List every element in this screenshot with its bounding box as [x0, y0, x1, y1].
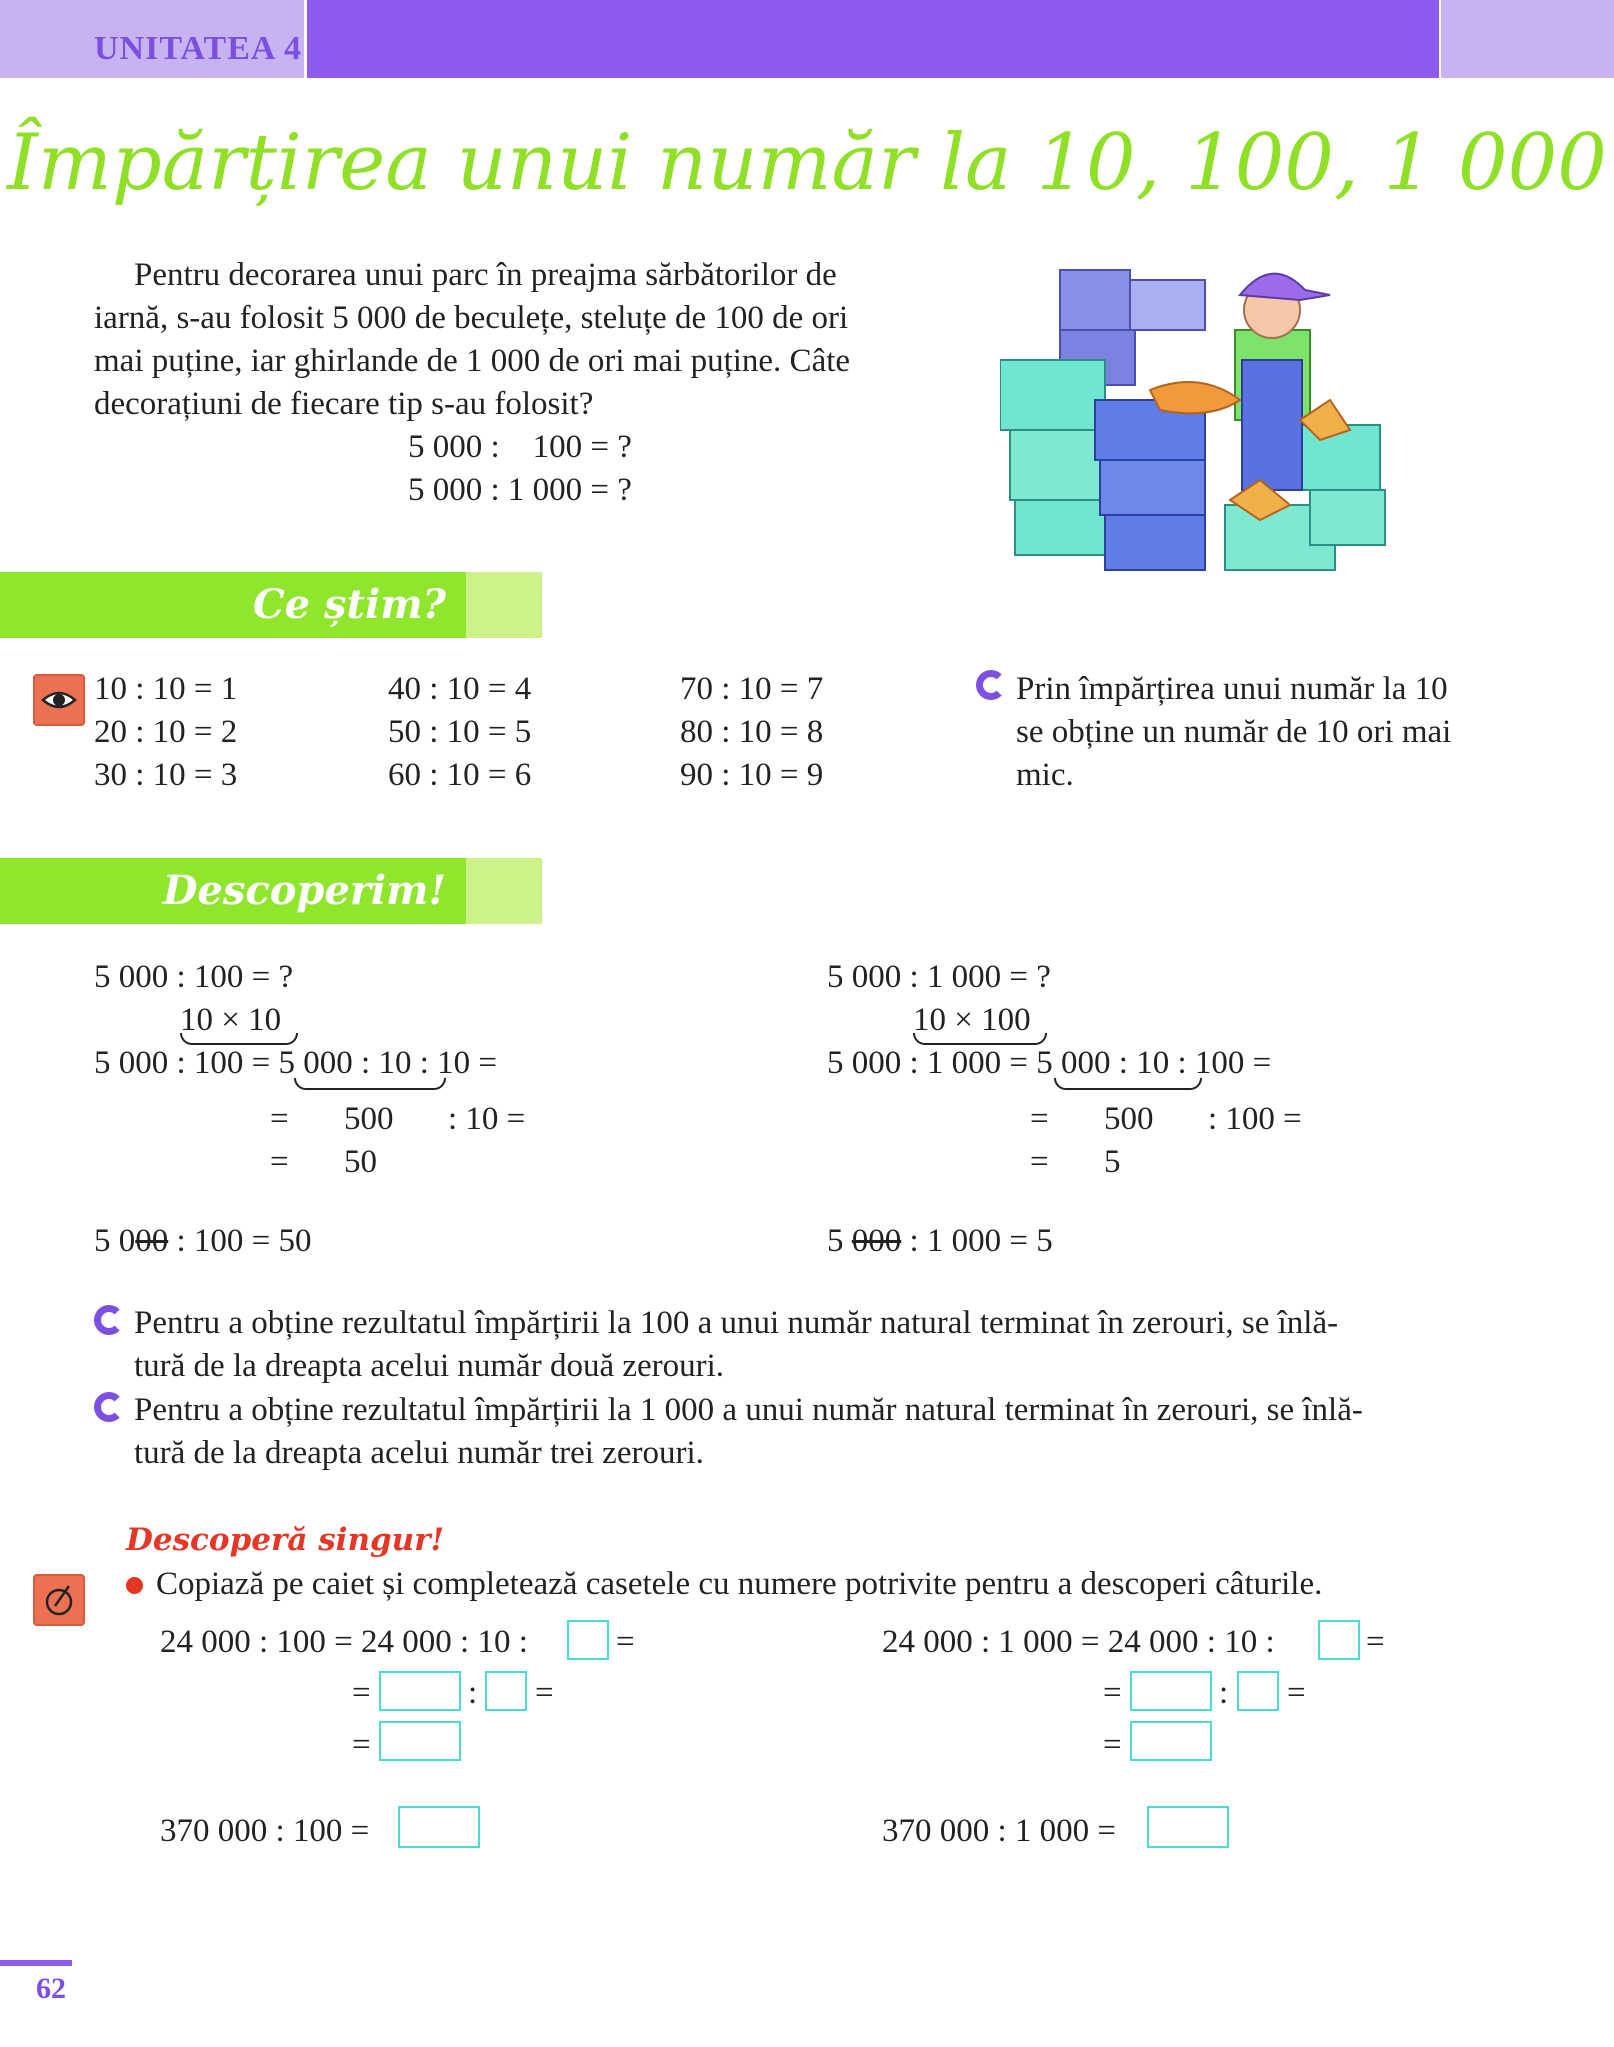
ex-left-box-3[interactable]	[485, 1671, 527, 1711]
left-eq-2: =	[270, 1144, 289, 1180]
eye-icon	[33, 674, 85, 726]
ex-right-eq-3: =	[1287, 1675, 1306, 1711]
ex-left-colon: :	[468, 1675, 478, 1711]
fact-col3-row2: 80 : 10 = 8	[680, 714, 824, 750]
right-result-500: 500	[1104, 1101, 1154, 1137]
left-factor: 10 × 10	[180, 1002, 282, 1038]
header-main-band	[307, 0, 1439, 78]
ex-left-line1: 24 000 : 100 = 24 000 : 10 :	[160, 1624, 528, 1660]
ex-left-line4: 370 000 : 100 =	[160, 1813, 370, 1849]
right-eq-1: =	[1030, 1101, 1049, 1137]
intro-line-3: mai puține, iar ghirlande de 1 000 de ori mai puține. Câte	[94, 343, 851, 379]
rule-1000-line-1: Pentru a obține rezultatul împărțirii la 1 000 a unui număr natural terminat în zerouri, se înlă-	[134, 1392, 1363, 1428]
ex-right-box-3[interactable]	[1237, 1671, 1279, 1711]
ex-left-box-4[interactable]	[379, 1721, 461, 1761]
intro-equation-2: 5 000 : 1 000 = ?	[408, 472, 632, 508]
fact-col2-row3: 60 : 10 = 6	[388, 757, 532, 793]
pencil-icon	[33, 1574, 85, 1626]
fact-col3-row1: 70 : 10 = 7	[680, 671, 824, 707]
page-title: Împărțirea unui număr la 10, 100, 1 000	[7, 118, 1607, 208]
rule-1000-icon	[94, 1392, 124, 1422]
right-eq-2: =	[1030, 1144, 1049, 1180]
ex-left-eq-1: =	[616, 1624, 635, 1660]
rule-100-line-2: tură de la dreapta acelui număr două zerouri.	[134, 1348, 725, 1384]
left-eq-1: =	[270, 1101, 289, 1137]
boy-with-boxes-illustration	[1000, 250, 1400, 580]
right-step-line: 5 000 : 1 000 = 5 000 : 10 : 100 =	[827, 1045, 1272, 1081]
right-question: 5 000 : 1 000 = ?	[827, 959, 1051, 995]
ex-right-eq-4: =	[1103, 1727, 1122, 1763]
descoperim-banner-end	[466, 858, 542, 924]
page-number: 62	[36, 1972, 66, 2005]
right-step-brace	[1054, 1078, 1202, 1090]
left-result-tail: : 10 =	[448, 1101, 526, 1137]
ex-right-box-1[interactable]	[1318, 1620, 1360, 1660]
right-result-tail: : 100 =	[1208, 1101, 1302, 1137]
ex-left-box-1[interactable]	[567, 1620, 609, 1660]
left-result-50: 50	[344, 1144, 377, 1180]
exercise-instruction: Copiază pe caiet și completează casetele cu numere potrivite pentru a descoperi câturile.	[156, 1566, 1323, 1602]
ce-stim-banner-end	[466, 572, 542, 638]
fact-col1-row1: 10 : 10 = 1	[94, 671, 238, 707]
ex-right-line1: 24 000 : 1 000 = 24 000 : 10 :	[882, 1624, 1275, 1660]
intro-line-4: decorațiuni de fiecare tip s-au folosit?	[94, 386, 594, 422]
fact-col1-row2: 20 : 10 = 2	[94, 714, 238, 750]
ex-right-eq-1: =	[1366, 1624, 1385, 1660]
left-crossed-zeros: 00	[135, 1223, 169, 1259]
ex-left-box-5[interactable]	[398, 1806, 480, 1848]
rule-10-line-2: se obține un număr de 10 ori mai	[1016, 714, 1452, 750]
ce-stim-heading: Ce știm?	[252, 581, 446, 628]
instruction-bullet	[126, 1577, 143, 1594]
intro-line-2: iarnă, s-au folosit 5 000 de beculețe, steluțe de 100 de ori	[94, 300, 849, 336]
rule-100-icon	[94, 1305, 124, 1335]
ex-left-eq-2: =	[352, 1675, 371, 1711]
rule-icon	[976, 670, 1006, 700]
ex-left-box-2[interactable]	[379, 1671, 461, 1711]
fact-col2-row2: 50 : 10 = 5	[388, 714, 532, 750]
fact-col1-row3: 30 : 10 = 3	[94, 757, 238, 793]
ex-right-colon: :	[1219, 1675, 1229, 1711]
descoperim-heading: Descoperim!	[162, 867, 446, 914]
intro-equation-1: 5 000 : 100 = ?	[408, 429, 632, 465]
unit-label: UNITATEA 4	[94, 30, 303, 67]
rule-1000-line-2: tură de la dreapta acelui număr trei zerouri.	[134, 1435, 704, 1471]
left-question: 5 000 : 100 = ?	[94, 959, 294, 995]
left-step-brace	[294, 1078, 446, 1090]
rule-10-line-1: Prin împărțirea unui număr la 10	[1016, 671, 1448, 707]
exercise-heading: Descoperă singur!	[126, 1522, 445, 1558]
ex-right-line4: 370 000 : 1 000 =	[882, 1813, 1117, 1849]
right-shortcut: 5 000 : 1 000 = 5	[827, 1223, 1053, 1259]
left-shortcut: 5 000 : 100 = 50	[94, 1223, 312, 1259]
intro-line-1: Pentru decorarea unui parc în preajma sărbătorilor de	[134, 257, 837, 293]
ex-right-box-5[interactable]	[1147, 1806, 1229, 1848]
footer-accent-line	[0, 1960, 72, 1966]
ex-left-eq-3: =	[535, 1675, 554, 1711]
fact-col2-row1: 40 : 10 = 4	[388, 671, 532, 707]
ex-right-box-2[interactable]	[1130, 1671, 1212, 1711]
ex-right-box-4[interactable]	[1130, 1721, 1212, 1761]
rule-10-line-3: mic.	[1016, 757, 1074, 793]
right-crossed-zeros: 000	[851, 1223, 902, 1259]
fact-col3-row3: 90 : 10 = 9	[680, 757, 824, 793]
descoperim-banner	[0, 858, 466, 924]
right-factor: 10 × 100	[913, 1002, 1031, 1038]
left-step-line: 5 000 : 100 = 5 000 : 10 : 10 =	[94, 1045, 497, 1081]
left-result-500: 500	[344, 1101, 394, 1137]
right-result-5: 5	[1104, 1144, 1121, 1180]
header-right-band	[1441, 0, 1614, 78]
rule-100-line-1: Pentru a obține rezultatul împărțirii la 100 a unui număr natural terminat în zerouri, se înlă-	[134, 1305, 1339, 1341]
ex-left-eq-4: =	[352, 1727, 371, 1763]
ce-stim-banner	[0, 572, 466, 638]
ex-right-eq-2: =	[1103, 1675, 1122, 1711]
